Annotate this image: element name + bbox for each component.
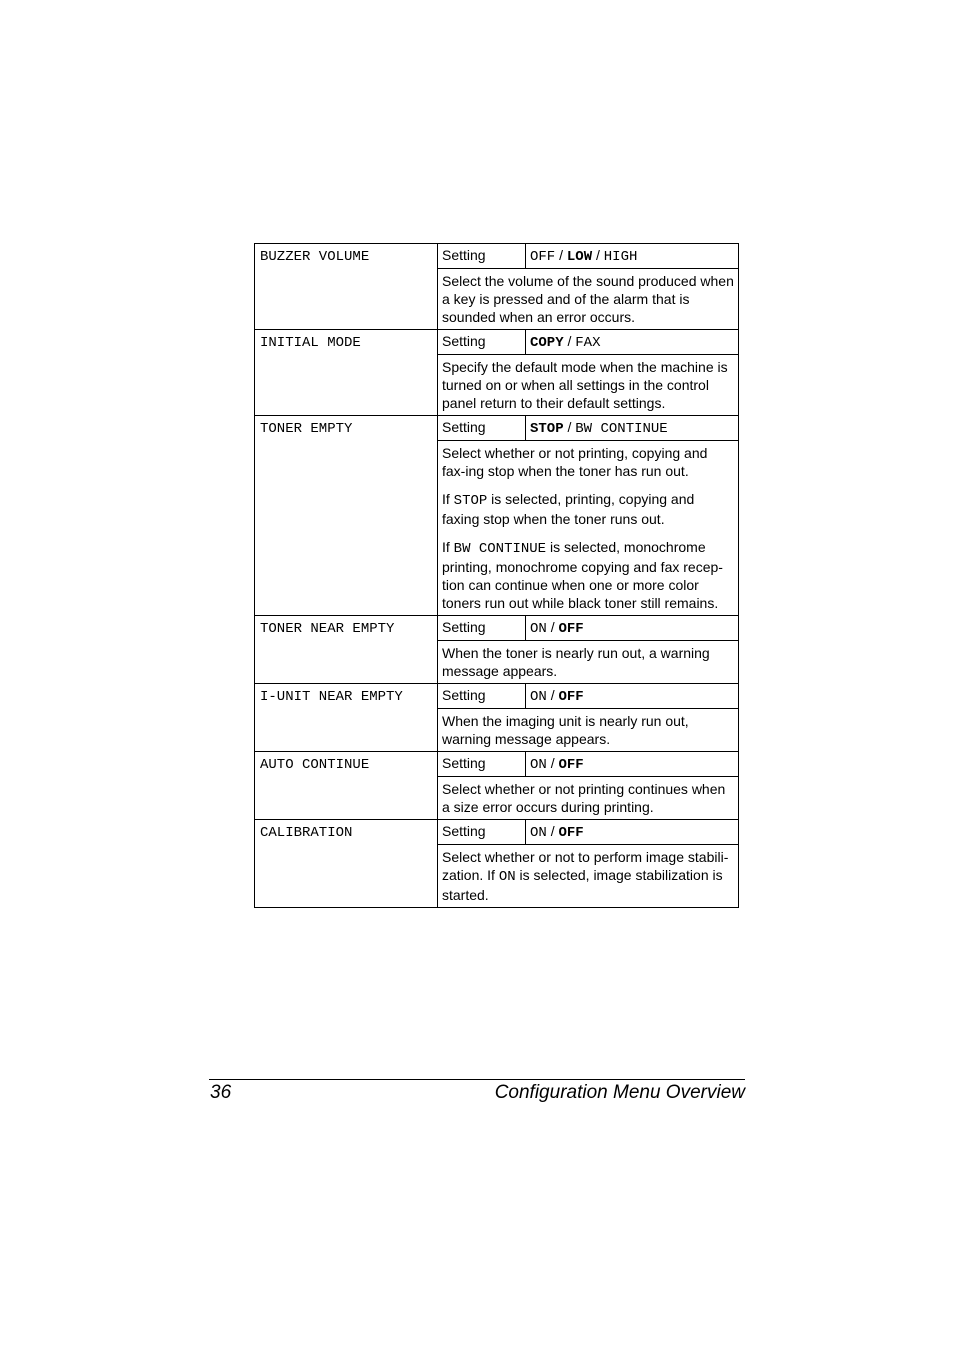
setting-name: AUTO CONTINUE <box>260 757 370 773</box>
setting-options <box>526 330 739 355</box>
setting-name: TONER NEAR EMPTY <box>260 621 395 637</box>
option-value-default: OFF <box>558 757 584 773</box>
description-paragraph <box>442 538 734 612</box>
setting-options <box>526 820 739 845</box>
setting-name-cell <box>255 616 438 684</box>
setting-name: CALIBRATION <box>260 825 353 841</box>
footer-rule <box>209 1079 745 1080</box>
description-paragraph <box>442 644 734 680</box>
setting-name: INITIAL MODE <box>260 335 361 351</box>
option-value: FAX <box>575 335 601 351</box>
setting-description <box>438 845 739 908</box>
setting-label: Setting <box>438 616 526 641</box>
option-separator: / <box>563 333 576 349</box>
setting-label: Setting <box>438 820 526 845</box>
description-paragraph <box>442 712 734 748</box>
setting-name-cell <box>255 330 438 416</box>
setting-label: Setting <box>438 416 526 441</box>
inline-option-value: ON <box>498 869 516 885</box>
option-value-default: STOP <box>530 421 564 437</box>
description-paragraph <box>442 848 734 904</box>
setting-name-cell <box>255 752 438 820</box>
setting-options <box>526 752 739 777</box>
option-value: ON <box>530 621 547 637</box>
setting-description <box>438 355 739 416</box>
description-text: When the toner is nearly run out, a warning message appears. <box>442 645 710 679</box>
description-paragraph <box>442 444 734 480</box>
setting-row <box>255 330 739 355</box>
description-text: is selected, monochrome printing, monochrome copying and fax recep-tion can continue when one or more color toners run out while black toner still remains. <box>442 539 723 611</box>
description-text: When the imaging unit is nearly run out, warning message appears. <box>442 713 689 747</box>
option-value: ON <box>530 689 547 705</box>
description-text: If <box>442 491 454 507</box>
option-value-default: OFF <box>558 825 584 841</box>
setting-label: Setting <box>438 684 526 709</box>
description-paragraph <box>442 490 734 528</box>
setting-name-cell <box>255 244 438 330</box>
setting-description <box>438 709 739 752</box>
setting-row <box>255 684 739 709</box>
setting-row <box>255 416 739 441</box>
option-value-default: OFF <box>558 621 584 637</box>
setting-description <box>438 441 739 616</box>
setting-name: TONER EMPTY <box>260 421 353 437</box>
setting-label: Setting <box>438 330 526 355</box>
description-text: Specify the default mode when the machine is turned on or when all settings in the control panel return to their default settings. <box>442 359 728 411</box>
description-text: is selected, image stabilization is started. <box>442 867 723 903</box>
page-footer-title: Configuration Menu Overview <box>494 1082 745 1103</box>
option-value-default: LOW <box>566 249 593 265</box>
option-separator: / <box>592 247 604 263</box>
option-separator: / <box>546 687 559 703</box>
description-text: Select whether or not printing continues when a size error occurs during printing. <box>442 781 726 815</box>
description-text: Select whether or not printing, copying and fax-ing stop when the toner has run out. <box>442 445 708 479</box>
option-value: BW CONTINUE <box>575 421 668 437</box>
setting-name: I-UNIT NEAR EMPTY <box>260 689 403 705</box>
setting-row <box>255 244 739 269</box>
setting-row <box>255 752 739 777</box>
inline-option-value: STOP <box>453 493 488 509</box>
setting-name-cell <box>255 820 438 908</box>
option-separator: / <box>546 755 559 771</box>
description-paragraph <box>442 780 734 816</box>
setting-options <box>526 616 739 641</box>
description-text: Select whether or not to perform image stabili-zation. If <box>442 849 729 883</box>
option-separator: / <box>546 619 559 635</box>
option-separator: / <box>555 247 567 263</box>
setting-options <box>526 416 739 441</box>
setting-description <box>438 269 739 330</box>
option-value-default: COPY <box>530 335 564 351</box>
description-paragraph <box>442 272 734 326</box>
setting-name-cell <box>255 416 438 616</box>
setting-options <box>526 684 739 709</box>
setting-row <box>255 616 739 641</box>
description-text: is selected, printing, copying and faxing stop when the toner runs out. <box>442 491 695 527</box>
option-value: OFF <box>530 249 556 265</box>
setting-name-cell <box>255 684 438 752</box>
option-separator: / <box>546 823 559 839</box>
setting-row <box>255 820 739 845</box>
setting-options <box>526 244 739 269</box>
setting-description <box>438 777 739 820</box>
option-value-default: OFF <box>558 689 584 705</box>
setting-description <box>438 641 739 684</box>
settings-table <box>254 243 739 908</box>
option-value: ON <box>530 825 547 841</box>
description-text: Select the volume of the sound produced when a key is pressed and of the alarm that is sounded when an error occurs. <box>442 273 734 325</box>
inline-option-value: BW CONTINUE <box>453 541 547 557</box>
option-separator: / <box>563 419 576 435</box>
setting-label: Setting <box>438 244 526 269</box>
description-paragraph <box>442 358 734 412</box>
setting-label: Setting <box>438 752 526 777</box>
setting-name: BUZZER VOLUME <box>260 249 370 265</box>
description-text: If <box>442 539 454 555</box>
option-value: ON <box>530 757 547 773</box>
option-value: HIGH <box>603 249 638 265</box>
page-number: 36 <box>210 1082 232 1103</box>
